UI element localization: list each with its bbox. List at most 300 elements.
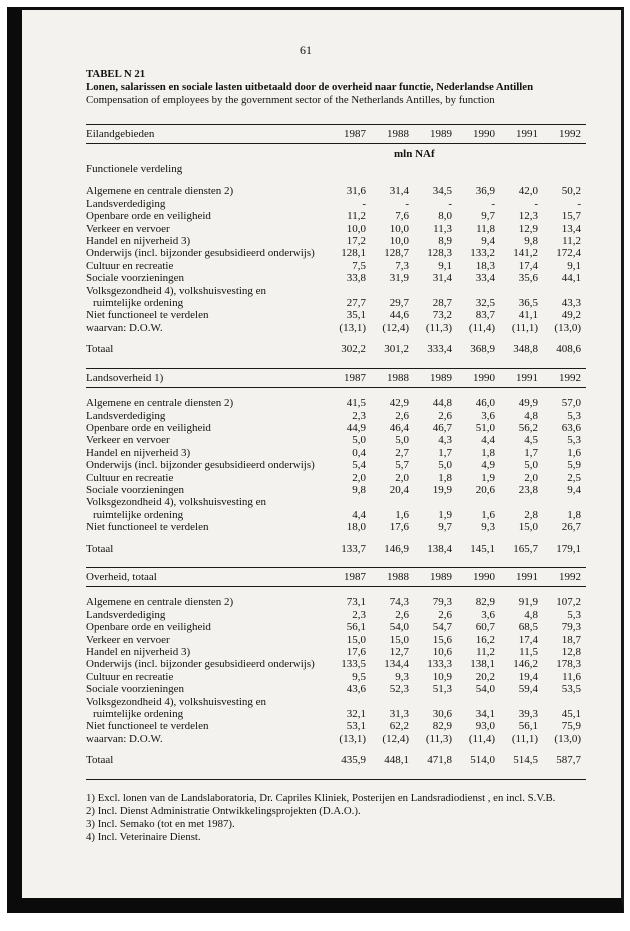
value-cell: 4,4 <box>352 508 366 521</box>
value-cell: 15,0 <box>518 521 538 534</box>
value-cell: 39,3 <box>518 708 538 721</box>
value-cell: 4,5 <box>524 434 538 447</box>
row-label: ruimtelijke ordening <box>93 297 184 310</box>
value-cell <box>452 285 495 297</box>
row-label: Handel en nijverheid 3) <box>86 446 191 459</box>
value-cell: 11,2 <box>476 646 495 658</box>
value-cell: 23,8 <box>518 483 538 496</box>
table-row <box>86 235 586 247</box>
value-cell: 79,3 <box>432 596 452 609</box>
value-cell: 5,0 <box>352 434 366 447</box>
section-header-row <box>86 568 586 586</box>
value-cell: 146,2 <box>513 658 538 671</box>
value-cell: 75,9 <box>561 720 581 733</box>
year-cell: 1987 <box>344 570 366 583</box>
value-cell: 73,2 <box>432 309 452 322</box>
table-row <box>86 521 586 533</box>
value-cell: 54,0 <box>475 683 495 696</box>
value-cell: 53,1 <box>346 720 366 733</box>
row-label: Cultuur en recreatie <box>86 471 174 484</box>
value-cell: 12,9 <box>518 222 538 235</box>
total-row <box>86 343 586 355</box>
table-row <box>86 509 586 521</box>
value-cell: 93,0 <box>475 720 495 733</box>
total-label: Totaal <box>86 343 114 356</box>
value-cell: 9,3 <box>481 521 495 534</box>
value-cell: 2,0 <box>395 471 409 484</box>
value-cell: 54,0 <box>389 621 409 634</box>
year-cell: 1992 <box>559 371 581 384</box>
value-cell: 11,5 <box>519 646 538 658</box>
year-cell: 1991 <box>516 570 538 583</box>
table-rule <box>86 387 586 388</box>
value-cell: 52,3 <box>389 683 409 696</box>
table-row <box>86 410 586 422</box>
value-cell: 128,7 <box>384 247 409 260</box>
value-cell: 51,0 <box>475 421 495 434</box>
value-cell: (13,0) <box>554 732 581 745</box>
value-cell: 10,0 <box>389 222 409 235</box>
value-cell: (11,4) <box>468 732 495 745</box>
value-cell: 5,0 <box>395 434 409 447</box>
table-row <box>86 683 586 695</box>
statistics-table <box>86 124 586 780</box>
table-row <box>86 247 586 259</box>
year-cell: 1988 <box>387 128 409 140</box>
value-cell: 20,6 <box>475 483 495 496</box>
year-cell: 1987 <box>344 128 366 140</box>
table-row <box>86 198 586 210</box>
value-cell: 44,9 <box>346 421 366 434</box>
total-value-cell: 146,9 <box>384 542 409 555</box>
table-rule <box>86 586 586 587</box>
value-cell: 12,8 <box>561 646 581 658</box>
value-cell: - <box>405 197 409 210</box>
value-cell <box>409 496 452 508</box>
section-header-label: Landsoverheid 1) <box>86 371 164 384</box>
value-cell: 45,1 <box>561 708 581 721</box>
row-label: Verkeer en vervoer <box>86 222 170 235</box>
value-cell <box>452 496 495 508</box>
row-label: Algemene en centrale diensten 2) <box>86 596 234 609</box>
value-cell: 44,8 <box>432 397 452 410</box>
value-cell: 1,6 <box>567 446 581 459</box>
value-cell: 57,0 <box>561 397 581 410</box>
value-cell: 10,6 <box>432 646 452 658</box>
value-cell: 51,3 <box>432 683 452 696</box>
footnote-line: 2) Incl. Dienst Administratie Ontwikkelingsprojekten (D.A.O.). <box>86 804 361 817</box>
value-cell: 17,4 <box>518 633 538 646</box>
value-cell: 15,0 <box>389 633 409 646</box>
value-cell: 141,2 <box>513 247 538 260</box>
section-header-row <box>86 125 586 143</box>
value-cell: 31,4 <box>389 185 409 198</box>
table-rule <box>86 143 586 144</box>
value-cell: 59,4 <box>518 683 538 696</box>
value-cell: 18,7 <box>561 633 581 646</box>
total-value-cell: 301,2 <box>384 343 409 356</box>
value-cell: 11,2 <box>562 235 581 248</box>
value-cell: 2,8 <box>524 508 538 521</box>
value-cell: 11,2 <box>347 210 366 223</box>
value-cell: 44,1 <box>561 272 581 285</box>
value-cell: 2,6 <box>395 608 409 621</box>
total-value-cell: 587,7 <box>556 754 581 767</box>
year-cell: 1989 <box>430 371 452 384</box>
value-cell: 32,1 <box>346 708 366 721</box>
value-cell: 5,9 <box>567 459 581 472</box>
value-cell: 44,6 <box>389 309 409 322</box>
table-row <box>86 496 586 508</box>
year-cell: 1989 <box>430 570 452 583</box>
value-cell: 1,7 <box>438 446 452 459</box>
value-cell: (11,1) <box>511 321 538 334</box>
value-cell <box>452 696 495 708</box>
value-cell: 31,6 <box>346 185 366 198</box>
value-cell: 1,7 <box>524 446 538 459</box>
value-cell <box>366 696 409 708</box>
total-value-cell: 348,8 <box>513 343 538 356</box>
table-row <box>86 733 586 745</box>
table-row <box>86 297 586 309</box>
footnote-line: 1) Excl. lonen van de Landslaboratoria, Dr. Capriles Kliniek, Posterijen en Landsradiodienst , en incl. S.V.B. <box>86 791 556 804</box>
value-cell: 5,0 <box>438 459 452 472</box>
value-cell: (11,4) <box>468 321 495 334</box>
value-cell: 82,9 <box>475 596 495 609</box>
table-row <box>86 285 586 297</box>
table-row <box>86 621 586 633</box>
row-label: Verkeer en vervoer <box>86 633 170 646</box>
total-value-cell: 333,4 <box>427 343 452 356</box>
value-cell: - <box>362 197 366 210</box>
value-cell: (12,4) <box>382 321 409 334</box>
value-cell: 16,2 <box>475 633 495 646</box>
value-cell: (11,3) <box>425 321 452 334</box>
value-cell: 9,8 <box>352 483 366 496</box>
table-row <box>86 459 586 471</box>
row-label: Cultuur en recreatie <box>86 259 174 272</box>
value-cell: 31,4 <box>432 272 452 285</box>
section-rows <box>86 397 586 533</box>
table-row <box>86 596 586 608</box>
value-cell: 20,2 <box>475 670 495 683</box>
year-cell: 1990 <box>473 128 495 140</box>
section-rows <box>86 596 586 745</box>
value-cell: 42,9 <box>389 397 409 410</box>
value-cell: 36,5 <box>518 297 538 310</box>
row-label: Openbare orde en veiligheid <box>86 621 211 634</box>
row-label: Landsverdediging <box>86 608 166 621</box>
year-cell: 1990 <box>473 371 495 384</box>
row-label: Handel en nijverheid 3) <box>86 646 191 658</box>
value-cell <box>409 285 452 297</box>
value-cell: 82,9 <box>432 720 452 733</box>
table-title-dutch: Lonen, salarissen en sociale lasten uitbetaald door de overheid naar functie, Nederlandse Antillen <box>86 81 534 93</box>
row-label: Niet functioneel te verdelen <box>86 720 209 733</box>
total-label: Totaal <box>86 542 114 555</box>
year-cell: 1987 <box>344 371 366 384</box>
value-cell: 1,9 <box>481 471 495 484</box>
year-cell: 1992 <box>559 128 581 140</box>
value-cell <box>323 496 366 508</box>
page-content <box>86 44 586 844</box>
total-value-cell: 514,0 <box>470 754 495 767</box>
value-cell: 3,6 <box>481 608 495 621</box>
table-row <box>86 720 586 732</box>
value-cell: 134,4 <box>384 658 409 671</box>
year-cell: 1991 <box>516 371 538 384</box>
section-subheader: Functionele verdeling <box>86 163 183 176</box>
value-cell: 83,7 <box>475 309 495 322</box>
table-row <box>86 223 586 235</box>
value-cell: 9,3 <box>395 670 409 683</box>
row-label: Onderwijs (incl. bijzonder gesubsidieerd onderwijs) <box>86 459 315 472</box>
value-cell: 27,7 <box>346 297 366 310</box>
value-cell: 18,0 <box>346 521 366 534</box>
total-value-cell: 302,2 <box>341 343 366 356</box>
table-row <box>86 272 586 284</box>
value-cell: 5,3 <box>567 409 581 422</box>
row-label: Sociale voorzieningen <box>86 683 185 696</box>
total-label: Totaal <box>86 754 114 767</box>
value-cell: - <box>577 197 581 210</box>
table-row <box>86 185 586 197</box>
table-row <box>86 696 586 708</box>
value-cell: 35,6 <box>518 272 538 285</box>
value-cell <box>538 496 581 508</box>
row-label: Landsverdediging <box>86 409 166 422</box>
value-cell: 49,9 <box>518 397 538 410</box>
row-label: Niet functioneel te verdelen <box>86 309 209 322</box>
value-cell: 29,7 <box>389 297 409 310</box>
value-cell: 1,8 <box>438 471 452 484</box>
total-value-cell: 133,7 <box>341 542 366 555</box>
row-label: Handel en nijverheid 3) <box>86 235 191 248</box>
value-cell: 46,4 <box>389 421 409 434</box>
value-cell: 46,0 <box>475 397 495 410</box>
row-label: ruimtelijke ordening <box>93 508 184 521</box>
year-cell: 1988 <box>387 570 409 583</box>
value-cell: 49,2 <box>561 309 581 322</box>
value-cell: 28,7 <box>432 297 452 310</box>
unit-label: mln NAf <box>394 148 435 161</box>
value-cell: 2,6 <box>438 608 452 621</box>
value-cell: 12,7 <box>389 646 409 658</box>
table-row <box>86 322 586 334</box>
total-value-cell: 408,6 <box>556 343 581 356</box>
value-cell: 9,4 <box>567 483 581 496</box>
value-cell: 13,4 <box>561 222 581 235</box>
value-cell: 17,6 <box>346 646 366 658</box>
value-cell: 91,9 <box>518 596 538 609</box>
value-cell: 32,5 <box>475 297 495 310</box>
value-cell: 73,1 <box>346 596 366 609</box>
value-cell: (13,0) <box>554 321 581 334</box>
table-title-english: Compensation of employees by the government sector of the Netherlands Antilles, by function <box>86 94 495 106</box>
value-cell: 9,7 <box>481 210 495 223</box>
section-header-row <box>86 369 586 387</box>
value-cell: 4,3 <box>438 434 452 447</box>
value-cell: 5,3 <box>567 608 581 621</box>
total-value-cell: 471,8 <box>427 754 452 767</box>
value-cell <box>323 285 366 297</box>
total-row <box>86 543 586 555</box>
value-cell <box>495 496 538 508</box>
total-value-cell: 165,7 <box>513 542 538 555</box>
table-row <box>86 671 586 683</box>
value-cell: 10,9 <box>432 670 452 683</box>
value-cell: 79,3 <box>561 621 581 634</box>
total-value-cell: 138,4 <box>427 542 452 555</box>
year-cell: 1990 <box>473 570 495 583</box>
table-row <box>86 309 586 321</box>
value-cell: (11,1) <box>511 732 538 745</box>
value-cell: 5,3 <box>567 434 581 447</box>
value-cell: 46,7 <box>432 421 452 434</box>
value-cell: 2,3 <box>352 409 366 422</box>
value-cell: 128,1 <box>341 247 366 260</box>
table-rule <box>86 779 586 780</box>
value-cell: 11,3 <box>433 222 452 235</box>
value-cell: 2,6 <box>438 409 452 422</box>
value-cell: - <box>448 197 452 210</box>
row-label: Algemene en centrale diensten 2) <box>86 185 234 198</box>
footnote-line: 4) Incl. Veterinaire Dienst. <box>86 831 201 844</box>
value-cell: 68,5 <box>518 621 538 634</box>
value-cell: 30,6 <box>432 708 452 721</box>
value-cell: 1,8 <box>481 446 495 459</box>
value-cell: 2,0 <box>524 471 538 484</box>
section-rows <box>86 185 586 334</box>
table-row <box>86 447 586 459</box>
value-cell: 35,1 <box>346 309 366 322</box>
value-cell: 56,1 <box>518 720 538 733</box>
value-cell: 2,0 <box>352 471 366 484</box>
page-number: 61 <box>300 43 312 57</box>
row-label: Volksgezondheid 4), volkshuisvesting en <box>86 496 267 509</box>
value-cell: 19,9 <box>432 483 452 496</box>
value-cell: 31,3 <box>389 708 409 721</box>
value-cell: 36,9 <box>475 185 495 198</box>
value-cell: 19,4 <box>518 670 538 683</box>
table-row <box>86 646 586 658</box>
value-cell: (13,1) <box>339 321 366 334</box>
value-cell: 11,8 <box>476 222 495 235</box>
value-cell: 18,3 <box>475 259 495 272</box>
value-cell: 133,5 <box>341 658 366 671</box>
value-cell: 15,6 <box>432 633 452 646</box>
value-cell: 3,6 <box>481 409 495 422</box>
value-cell: 9,1 <box>438 259 452 272</box>
value-cell: - <box>491 197 495 210</box>
value-cell: 12,3 <box>518 210 538 223</box>
row-label: Cultuur en recreatie <box>86 670 174 683</box>
value-cell: 53,5 <box>561 683 581 696</box>
value-cell: 8,0 <box>438 210 452 223</box>
value-cell: 9,8 <box>524 235 538 248</box>
total-value-cell: 145,1 <box>470 542 495 555</box>
value-cell: 74,3 <box>389 596 409 609</box>
value-cell <box>495 285 538 297</box>
value-cell: 9,5 <box>352 670 366 683</box>
value-cell: 0,4 <box>352 446 366 459</box>
value-cell: 10,0 <box>346 222 366 235</box>
value-cell: 138,1 <box>470 658 495 671</box>
value-cell: 2,3 <box>352 608 366 621</box>
total-value-cell: 435,9 <box>341 754 366 767</box>
table-row <box>86 260 586 272</box>
value-cell: 15,7 <box>561 210 581 223</box>
row-label: Volksgezondheid 4), volkshuisvesting en <box>86 695 267 708</box>
value-cell: 5,7 <box>395 459 409 472</box>
table-row <box>86 708 586 720</box>
value-cell <box>538 285 581 297</box>
row-label: Openbare orde en veiligheid <box>86 421 211 434</box>
year-cell: 1988 <box>387 371 409 384</box>
value-cell: 62,2 <box>389 720 409 733</box>
year-cell: 1989 <box>430 128 452 140</box>
row-label: Sociale voorzieningen <box>86 272 185 285</box>
value-cell: 5,4 <box>352 459 366 472</box>
table-row <box>86 434 586 446</box>
value-cell: 2,7 <box>395 446 409 459</box>
value-cell <box>366 285 409 297</box>
value-cell: 1,9 <box>438 508 452 521</box>
value-cell: 17,2 <box>346 235 366 248</box>
value-cell: 9,7 <box>438 521 452 534</box>
value-cell: 9,4 <box>481 235 495 248</box>
table-row <box>86 484 586 496</box>
value-cell: 17,4 <box>518 259 538 272</box>
value-cell: 26,7 <box>561 521 581 534</box>
row-label: Niet functioneel te verdelen <box>86 521 209 534</box>
table-row <box>86 658 586 670</box>
value-cell: 178,3 <box>556 658 581 671</box>
value-cell: 133,3 <box>427 658 452 671</box>
value-cell: 43,6 <box>346 683 366 696</box>
value-cell: (11,3) <box>425 732 452 745</box>
table-row <box>86 210 586 222</box>
value-cell: 2,5 <box>567 471 581 484</box>
row-label: Algemene en centrale diensten 2) <box>86 397 234 410</box>
value-cell: 11,6 <box>562 670 581 683</box>
value-cell: 41,1 <box>518 309 538 322</box>
value-cell: (13,1) <box>339 732 366 745</box>
value-cell <box>323 696 366 708</box>
value-cell: 33,8 <box>346 272 366 285</box>
row-label: Onderwijs (incl. bijzonder gesubsidieerd onderwijs) <box>86 658 315 671</box>
value-cell: 1,8 <box>567 508 581 521</box>
value-cell: 41,5 <box>346 397 366 410</box>
value-cell: 4,8 <box>524 409 538 422</box>
value-cell: 31,9 <box>389 272 409 285</box>
value-cell <box>366 496 409 508</box>
value-cell: 7,5 <box>352 259 366 272</box>
value-cell: 133,2 <box>470 247 495 260</box>
row-label: waarvan: D.O.W. <box>86 732 163 745</box>
row-label: Volksgezondheid 4), volkshuisvesting en <box>86 284 267 297</box>
table-row <box>86 422 586 434</box>
value-cell: 9,1 <box>567 259 581 272</box>
value-cell: 43,3 <box>561 297 581 310</box>
value-cell: 15,0 <box>346 633 366 646</box>
row-label: waarvan: D.O.W. <box>86 321 163 334</box>
footnote-line: 3) Incl. Semako (tot en met 1987). <box>86 818 235 831</box>
row-label: Landsverdediging <box>86 197 166 210</box>
value-cell: 63,6 <box>561 421 581 434</box>
value-cell: 5,0 <box>524 459 538 472</box>
value-cell: 17,6 <box>389 521 409 534</box>
